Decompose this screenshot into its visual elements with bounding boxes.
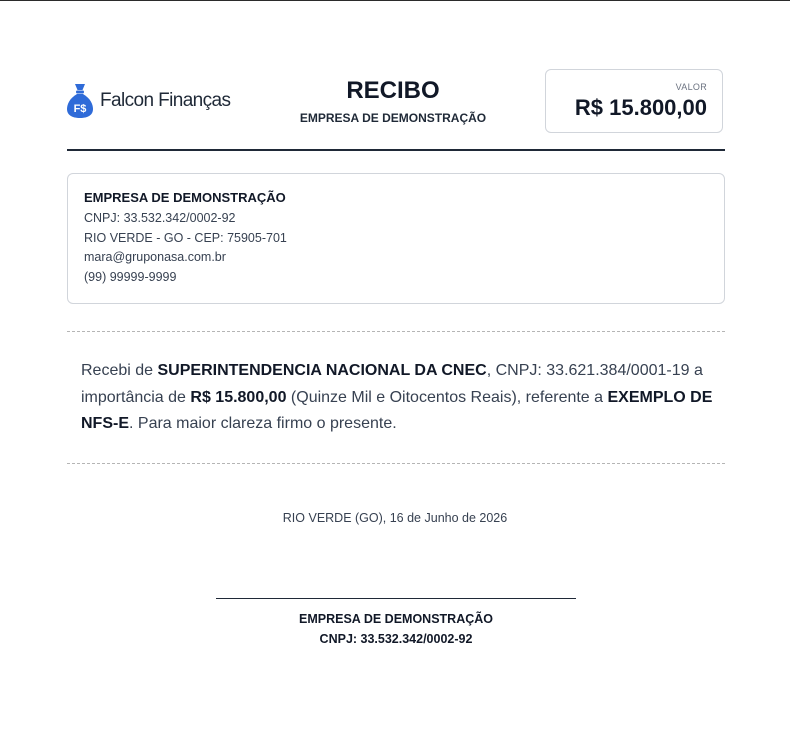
signature-block (196, 609, 596, 649)
company-email: mara@gruponasa.com.br (84, 250, 226, 264)
money-bag-letters: F$ (73, 103, 87, 115)
brand-name: Falcon Finanças (100, 90, 231, 111)
document-title: RECIBO (346, 77, 440, 104)
declaration-text-1: Recebi de (81, 362, 158, 379)
payer-name: SUPERINTENDENCIA NACIONAL DA CNEC (157, 362, 487, 379)
company-phone: (99) 99999-9999 (84, 269, 177, 284)
company-cnpj: CNPJ: 33.532.342/0002-92 (84, 211, 236, 225)
value-amount: R$ 15.800,00 (574, 95, 707, 120)
company-card (67, 173, 725, 304)
header-divider (67, 149, 725, 151)
money-bag-icon (67, 83, 93, 119)
document-subtitle: EMPRESA DE DEMONSTRAÇÃO (299, 111, 487, 125)
dashed-divider-top (67, 331, 725, 332)
declaration-text-3: (Quinze Mil e Oitocentos Reais), referente a (286, 388, 608, 406)
receipt-header (67, 69, 725, 135)
declaration-text-4: . Para maior clareza firmo o presente. (129, 415, 397, 432)
declaration-reference: EXEMPLO DE NFS-E (81, 388, 713, 432)
receipt-declaration (81, 358, 713, 438)
declaration-text-2: , CNPJ: 33.621.384/0001-19 a importância de (81, 362, 703, 406)
declaration-amount: R$ 15.800,00 (190, 388, 287, 406)
signer-cnpj: CNPJ: 33.532.342/0002-92 (319, 632, 473, 646)
signer-name: EMPRESA DE DEMONSTRAÇÃO (299, 612, 493, 626)
company-address: RIO VERDE - GO - CEP: 75905-701 (84, 230, 287, 245)
dashed-divider-bottom (67, 463, 725, 464)
place-date: RIO VERDE (GO), 16 de Junho de 2026 (282, 511, 508, 525)
top-border (0, 0, 790, 1)
value-label: VALOR (675, 82, 707, 92)
signature-line (216, 598, 576, 599)
title-block (263, 76, 523, 125)
brand-logo (67, 83, 230, 119)
company-name: EMPRESA DE DEMONSTRAÇÃO (84, 190, 286, 205)
value-box (545, 69, 723, 133)
